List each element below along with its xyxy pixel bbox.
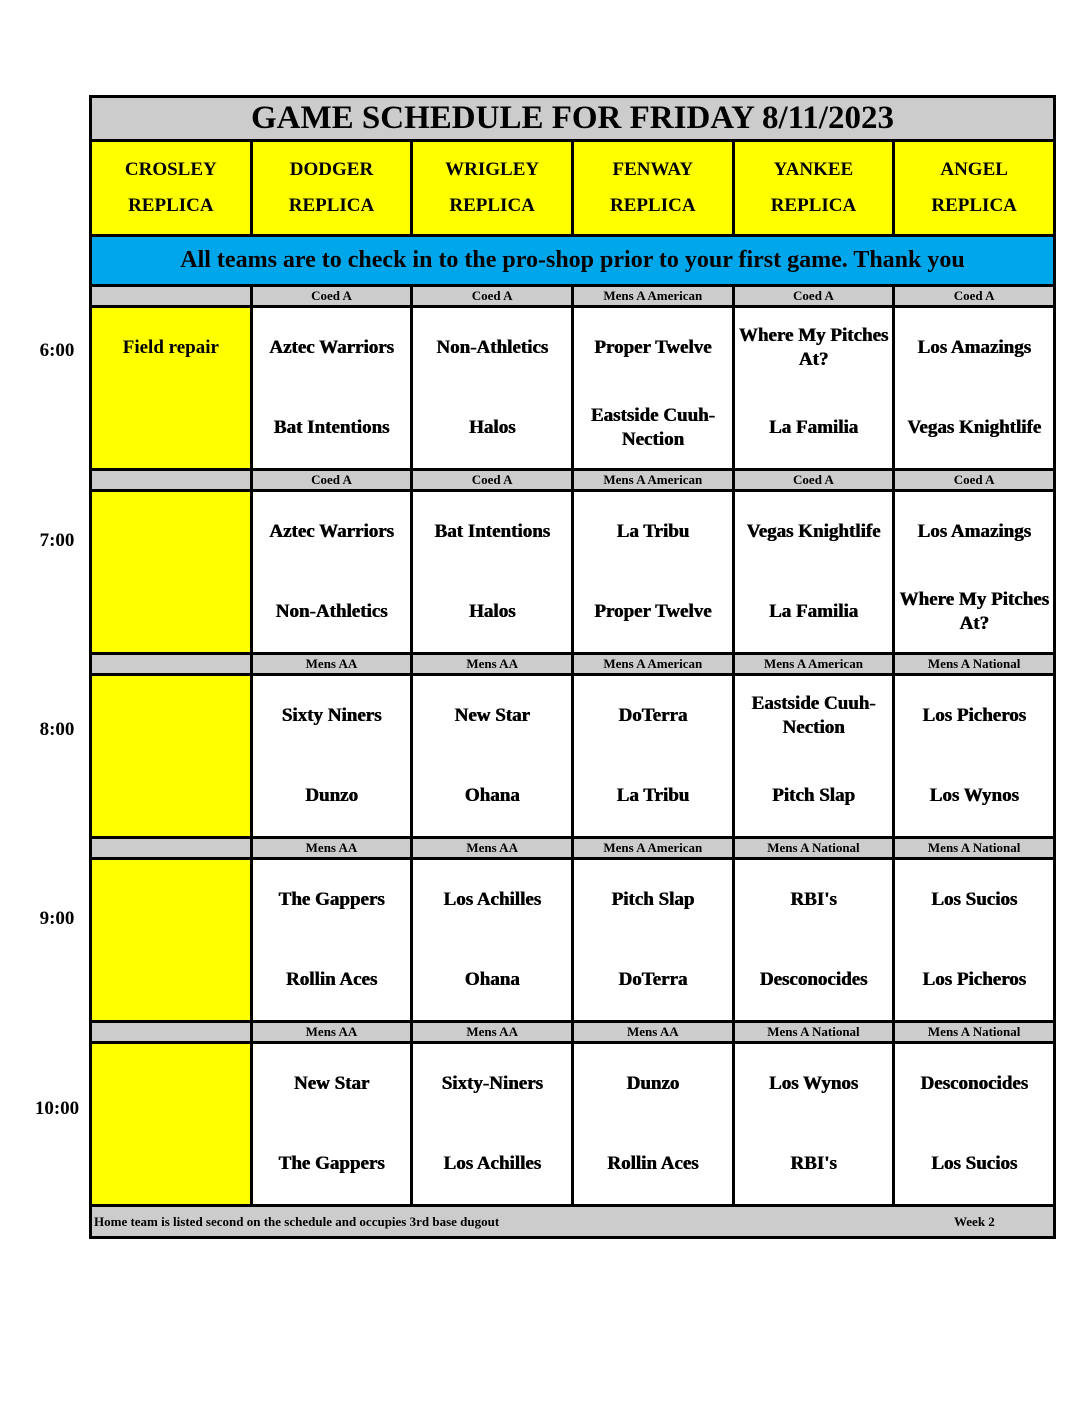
- field-header-wrigley: [412, 141, 573, 236]
- division-label: Coed A: [733, 470, 894, 491]
- away-team: Los Achilles: [443, 889, 541, 910]
- away-team: Los Sucios: [931, 889, 1018, 910]
- home-team: Ohana: [464, 969, 520, 990]
- home-team: Los Achilles: [443, 1153, 541, 1174]
- division-row: [91, 286, 1055, 307]
- away-team: Bat Intentions: [434, 521, 550, 542]
- division-cell-crosley: [91, 654, 252, 675]
- division-label: Coed A: [733, 286, 894, 307]
- away-team: Vegas Knightlife: [746, 521, 881, 542]
- division-label: Mens AA: [412, 838, 573, 859]
- away-team: Proper Twelve: [594, 337, 712, 358]
- division-label: Mens AA: [251, 1022, 412, 1043]
- home-team: Ohana: [464, 785, 520, 806]
- home-team: La Familia: [768, 417, 859, 438]
- away-team: Los Amazings: [917, 337, 1031, 358]
- division-cell-crosley: [91, 286, 252, 307]
- division-label: Coed A: [251, 286, 412, 307]
- home-team: Eastside Cuuh-Nection: [590, 405, 715, 450]
- division-label: Mens A National: [894, 654, 1055, 675]
- field-name: YANKEE: [773, 159, 854, 180]
- time-label: 6:00: [39, 340, 75, 361]
- field-header-angel: [894, 141, 1055, 236]
- matchup-cell: [733, 307, 894, 470]
- matchup-cell: [894, 1043, 1055, 1206]
- division-label: Mens A American: [733, 654, 894, 675]
- home-team: Halos: [468, 601, 516, 622]
- game-row: [91, 859, 1055, 1022]
- home-team: The Gappers: [278, 1153, 385, 1174]
- division-label: Mens A American: [572, 838, 733, 859]
- matchup-cell: [251, 859, 412, 1022]
- division-label: Mens AA: [251, 654, 412, 675]
- time-label: 9:00: [39, 908, 75, 929]
- schedule-table: [89, 95, 1056, 1239]
- division-label: Mens A National: [894, 838, 1055, 859]
- division-row: [91, 838, 1055, 859]
- matchup-cell: [894, 859, 1055, 1022]
- check-in-notice: All teams are to check in to the pro-shop prior to your first game. Thank you: [91, 236, 1055, 286]
- matchup-cell: [733, 1043, 894, 1206]
- field-sub: REPLICA: [128, 195, 214, 216]
- away-team: Los Picheros: [922, 705, 1026, 726]
- away-team: Sixty Niners: [281, 705, 382, 726]
- matchup-cell: [894, 307, 1055, 470]
- field-header-crosley: [91, 141, 252, 236]
- footer-cell: [91, 1206, 1055, 1238]
- division-label: Mens A American: [572, 654, 733, 675]
- away-team: Non-Athletics: [436, 337, 549, 358]
- week-label: Week 2: [954, 1213, 995, 1229]
- away-team: Aztec Warriors: [269, 521, 394, 542]
- division-label: Coed A: [412, 470, 573, 491]
- home-team: Pitch Slap: [772, 785, 855, 806]
- home-team: Where My Pitches At?: [899, 589, 1049, 634]
- home-team: DoTerra: [618, 969, 688, 990]
- division-label: Mens A National: [894, 1022, 1055, 1043]
- matchup-cell: [251, 307, 412, 470]
- matchup-cell: [572, 307, 733, 470]
- field-sub: REPLICA: [288, 195, 375, 216]
- division-row: [91, 470, 1055, 491]
- home-team: Proper Twelve: [594, 601, 712, 622]
- matchup-cell: [251, 491, 412, 654]
- division-label: Coed A: [894, 286, 1055, 307]
- away-team: Pitch Slap: [611, 889, 695, 910]
- division-row: [91, 654, 1055, 675]
- home-team: Halos: [468, 417, 516, 438]
- game-row: [91, 491, 1055, 654]
- division-label: Coed A: [894, 470, 1055, 491]
- division-cell-crosley: [91, 1022, 252, 1043]
- crosley-cell: [91, 1043, 252, 1206]
- matchup-cell: [572, 1043, 733, 1206]
- home-team: Los Sucios: [931, 1153, 1018, 1174]
- matchup-cell: [733, 675, 894, 838]
- home-team: La Familia: [768, 601, 859, 622]
- division-label: Mens AA: [251, 838, 412, 859]
- crosley-cell: [91, 675, 252, 838]
- away-team: Los Wynos: [768, 1073, 859, 1094]
- away-team: The Gappers: [278, 889, 385, 910]
- home-team: La Tribu: [616, 785, 690, 806]
- division-label: Coed A: [251, 470, 412, 491]
- matchup-cell: [251, 1043, 412, 1206]
- away-team: New Star: [454, 705, 530, 726]
- division-label: Mens AA: [572, 1022, 733, 1043]
- field-name: FENWAY: [612, 159, 694, 180]
- field-sub: REPLICA: [449, 195, 535, 216]
- game-row: [91, 675, 1055, 838]
- time-label: 8:00: [39, 719, 75, 740]
- division-label: Mens AA: [412, 1022, 573, 1043]
- division-row: [91, 1022, 1055, 1043]
- field-sub: REPLICA: [610, 195, 696, 216]
- matchup-cell: [894, 491, 1055, 654]
- matchup-cell: [572, 491, 733, 654]
- home-team: Non-Athletics: [275, 601, 388, 622]
- division-label: Mens A American: [572, 286, 733, 307]
- away-team: La Tribu: [616, 521, 690, 542]
- field-header-fenway: [572, 141, 733, 236]
- home-team: Bat Intentions: [273, 417, 390, 438]
- matchup-cell: [572, 675, 733, 838]
- field-sub: REPLICA: [931, 195, 1017, 216]
- matchup-cell: [733, 859, 894, 1022]
- division-label: Coed A: [412, 286, 573, 307]
- home-team: RBI's: [790, 1153, 837, 1174]
- away-team: Sixty-Niners: [441, 1073, 543, 1094]
- crosley-cell: [91, 307, 252, 470]
- division-label: Mens A National: [733, 838, 894, 859]
- field-sub: REPLICA: [770, 195, 857, 216]
- home-team-note: Home team is listed second on the schedule and occupies 3rd base dugout: [94, 1213, 500, 1229]
- home-team: Desconocides: [759, 969, 868, 990]
- matchup-cell: [572, 859, 733, 1022]
- field-header-yankee: [733, 141, 894, 236]
- away-team: New Star: [293, 1073, 370, 1094]
- away-team: Dunzo: [626, 1073, 680, 1094]
- home-team: Vegas Knightlife: [907, 417, 1042, 438]
- division-cell-crosley: [91, 838, 252, 859]
- away-team: DoTerra: [618, 705, 688, 726]
- away-team: Aztec Warriors: [269, 337, 394, 358]
- matchup-cell: [894, 675, 1055, 838]
- matchup-cell: [412, 859, 573, 1022]
- field-header-dodger: [251, 141, 412, 236]
- crosley-cell: [91, 859, 252, 1022]
- home-team: Rollin Aces: [285, 969, 378, 990]
- matchup-cell: [412, 675, 573, 838]
- away-team: RBI's: [790, 889, 837, 910]
- matchup-cell: [733, 491, 894, 654]
- matchup-cell: [412, 1043, 573, 1206]
- field-name: DODGER: [289, 159, 374, 180]
- division-label: Mens AA: [412, 654, 573, 675]
- away-team: Eastside Cuuh-Nection: [751, 693, 876, 738]
- footer-row: [91, 1206, 1055, 1238]
- away-team: Los Amazings: [917, 521, 1031, 542]
- field-name: WRIGLEY: [445, 159, 540, 180]
- time-label: 10:00: [34, 1098, 80, 1119]
- field-repair-note: Field repair: [122, 337, 219, 358]
- matchup-cell: [251, 675, 412, 838]
- away-team: Where My Pitches At?: [738, 325, 889, 370]
- home-team: Dunzo: [305, 785, 358, 806]
- division-label: Mens A National: [733, 1022, 894, 1043]
- schedule-sheet: [89, 95, 1056, 1239]
- division-label: Mens A American: [572, 470, 733, 491]
- away-team: Desconocides: [920, 1073, 1028, 1094]
- matchup-cell: [412, 307, 573, 470]
- home-team: Los Picheros: [922, 969, 1026, 990]
- game-row: [91, 1043, 1055, 1206]
- page-title: GAME SCHEDULE FOR FRIDAY 8/11/2023: [91, 97, 1055, 141]
- matchup-cell: [412, 491, 573, 654]
- field-name: CROSLEY: [124, 159, 217, 180]
- crosley-cell: [91, 491, 252, 654]
- field-name: ANGEL: [940, 159, 1008, 180]
- division-cell-crosley: [91, 470, 252, 491]
- game-row: [91, 307, 1055, 470]
- home-team: Los Wynos: [929, 785, 1019, 806]
- home-team: Rollin Aces: [607, 1153, 699, 1174]
- time-label: 7:00: [39, 530, 75, 551]
